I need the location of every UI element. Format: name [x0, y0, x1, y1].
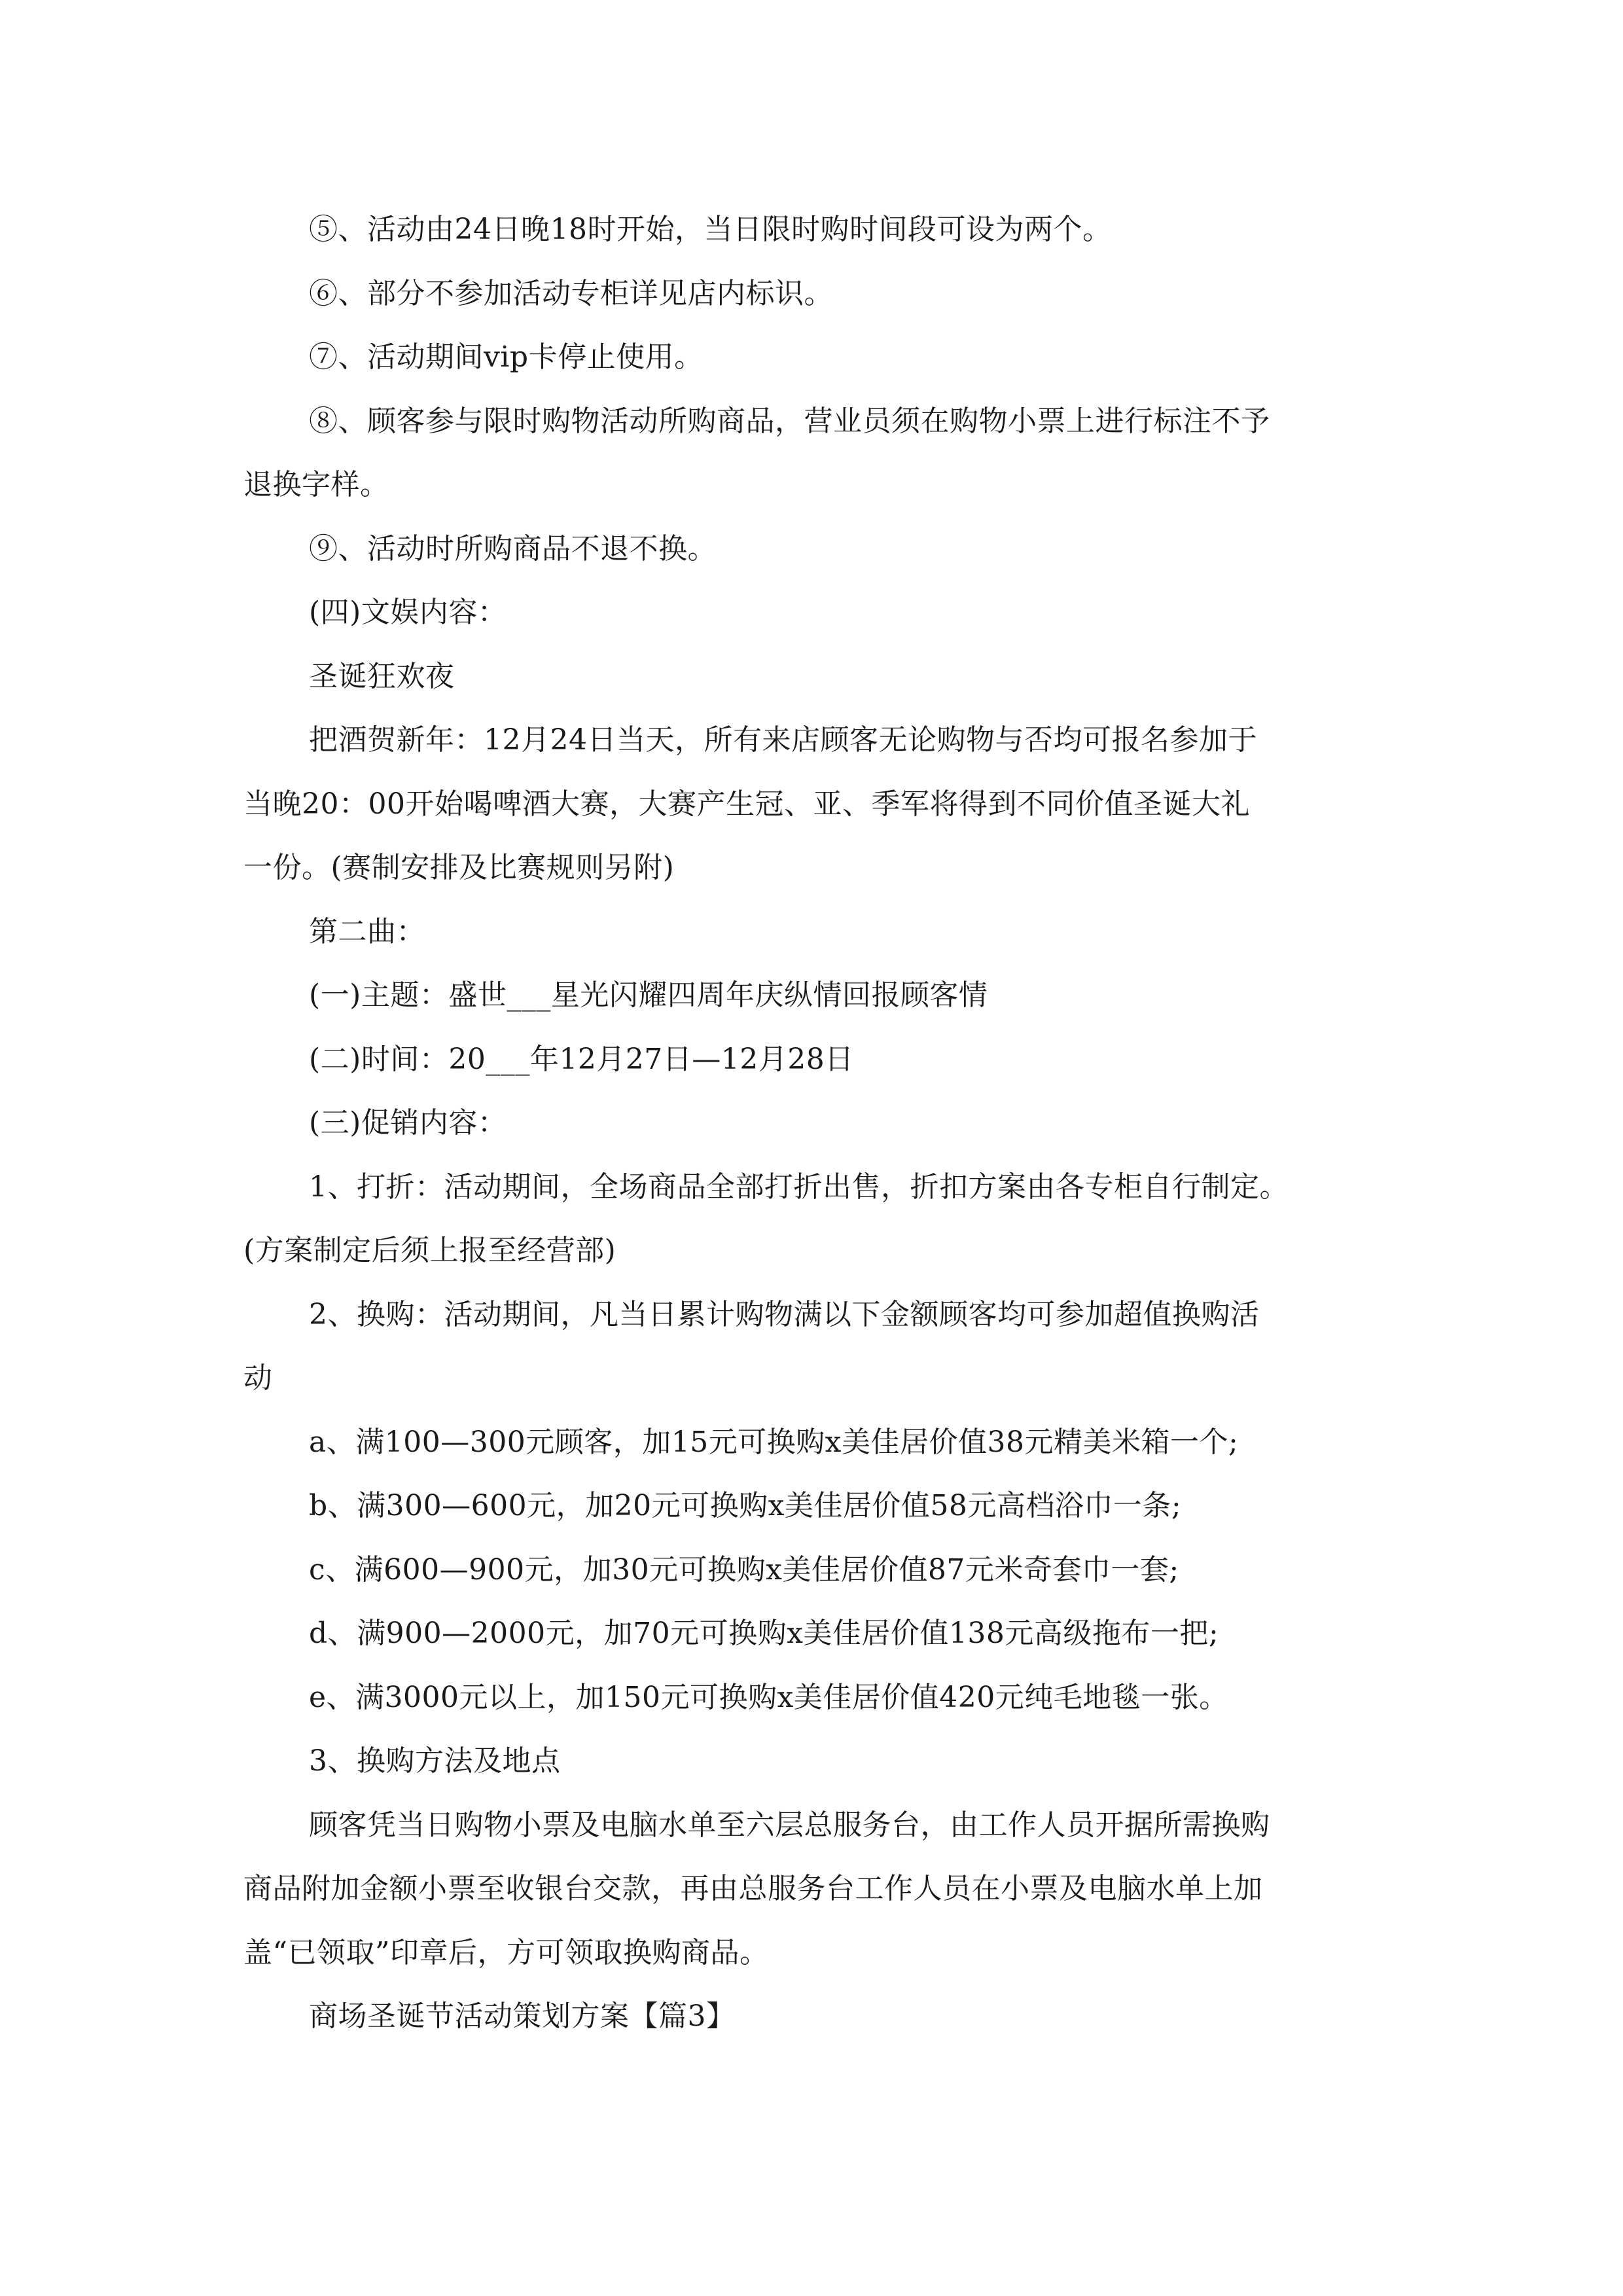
- paragraph-line: 2、换购：活动期间，凡当日累计购物满以下金额顾客均可参加超值换购活: [309, 1297, 1260, 1331]
- list-item: b、满300—600元，加20元可换购x美佳居价值58元高档浴巾一条;: [309, 1489, 1182, 1522]
- document-body: [243, 198, 1402, 2049]
- paragraph-line: ⑧、顾客参与限时购物活动所购商品，营业员须在购物小票上进行标注不予: [309, 404, 1270, 438]
- list-item: c、满600—900元，加30元可换购x美佳居价值87元米奇套巾一套;: [309, 1552, 1179, 1587]
- section-heading: 圣诞狂欢夜: [309, 659, 455, 693]
- paragraph-line: 动: [243, 1361, 273, 1395]
- section-heading: (三)促销内容：: [309, 1106, 507, 1139]
- paragraph-line: (方案制定后须上报至经营部): [243, 1234, 616, 1267]
- section-heading: 第二曲：: [309, 914, 425, 948]
- paragraph-line: 当晚20：00开始喝啤酒大赛，大赛产生冠、亚、季军将得到不同价值圣诞大礼: [243, 787, 1250, 821]
- list-item: d、满900—2000元，加70元可换购x美佳居价值138元高级拖布一把;: [309, 1617, 1219, 1650]
- section-heading: 3、换购方法及地点: [309, 1744, 561, 1778]
- paragraph-line: 退换字样。: [243, 468, 389, 501]
- paragraph-line: ⑨、活动时所购商品不退不换。: [309, 531, 717, 565]
- paragraph-line: 1、打折：活动期间，全场商品全部打折出售，折扣方案由各专柜自行制定。: [309, 1170, 1289, 1204]
- paragraph-line: ⑦、活动期间vip卡停止使用。: [309, 340, 704, 374]
- paragraph-line: (一)主题：盛世___星光闪耀四周年庆纵情回报顾客情: [309, 978, 988, 1012]
- document-title: 商场圣诞节活动策划方案【篇3】: [309, 2000, 736, 2033]
- section-heading: (四)文娱内容：: [309, 596, 507, 629]
- paragraph-line: 商品附加金额小票至收银台交款，再由总服务台工作人员在小票及电脑水单上加: [243, 1872, 1263, 1905]
- paragraph-line: ⑥、部分不参加活动专柜详见店内标识。: [309, 276, 833, 310]
- paragraph-line: 一份。(赛制安排及比赛规则另附): [243, 851, 675, 884]
- list-item: e、满3000元以上，加150元可换购x美佳居价值420元纯毛地毯一张。: [309, 1680, 1228, 1714]
- paragraph-line: 盖“已领取”印章后，方可领取换购商品。: [243, 1935, 769, 1969]
- paragraph-line: (二)时间：20___年12月27日—12月28日: [309, 1042, 854, 1076]
- paragraph-line: 把酒贺新年：12月24日当天，所有来店顾客无论购物与否均可报名参加于: [309, 723, 1257, 757]
- paragraph-line: 顾客凭当日购物小票及电脑水单至六层总服务台，由工作人员开据所需换购: [309, 1808, 1270, 1842]
- paragraph-line: ⑤、活动由24日晚18时开始，当日限时购时间段可设为两个。: [309, 213, 1112, 246]
- list-item: a、满100—300元顾客，加15元可换购x美佳居价值38元精美米箱一个;: [309, 1425, 1239, 1459]
